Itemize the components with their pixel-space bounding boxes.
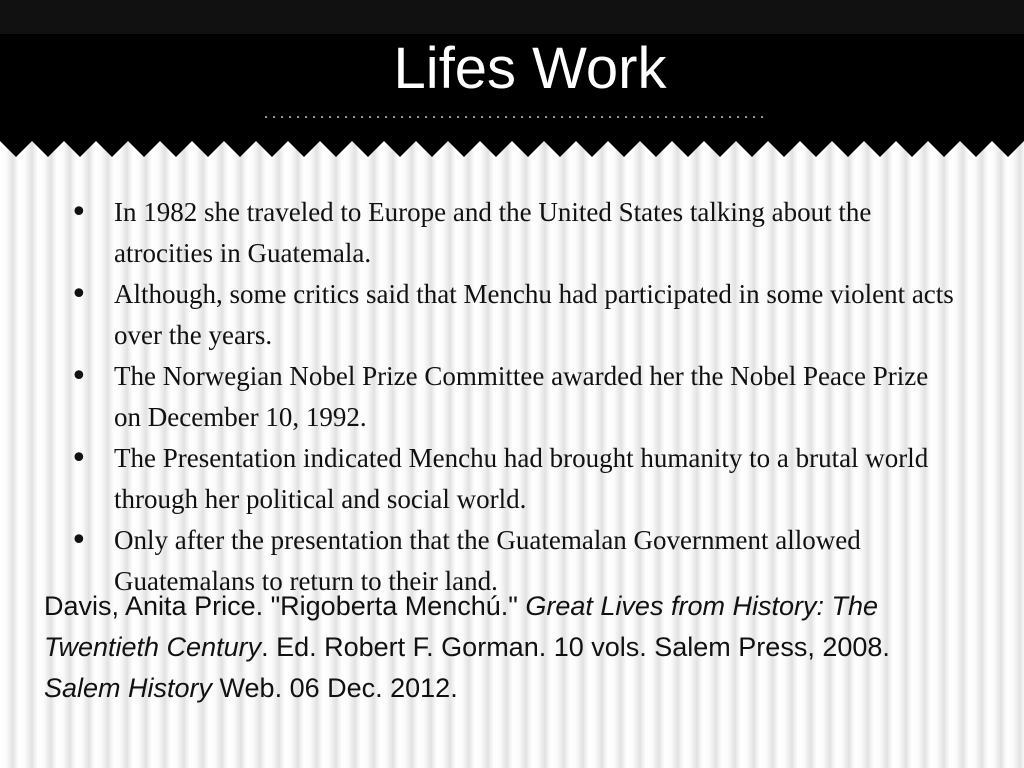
citation [44, 586, 944, 709]
header-top-strip [0, 0, 1024, 34]
bullet-list [70, 192, 960, 602]
bullet-icon: • [70, 359, 88, 394]
bullet-item [70, 438, 960, 520]
bullet-item [70, 274, 960, 356]
bullet-icon: • [70, 195, 88, 230]
bullet-icon: • [70, 441, 88, 476]
bullet-item [70, 192, 960, 274]
title-divider [262, 115, 768, 119]
bullet-text: Although, some critics said that Menchu had participated in some violent acts over the years. [114, 279, 954, 350]
bullet-text: Only after the presentation that the Guatemalan Government allowed Guatemalans to return to their land. [114, 525, 861, 596]
bullet-icon: • [70, 523, 88, 558]
citation-author: Davis, Anita Price. "Rigoberta Menchú." [44, 591, 526, 621]
bullet-icon: • [70, 277, 88, 312]
citation-database: Salem History [44, 673, 213, 703]
bullet-item [70, 356, 960, 438]
header-band [0, 0, 1024, 160]
bullet-text: In 1982 she traveled to Europe and the United States talking about the atrocities in Guatemala. [114, 197, 872, 268]
citation-book-title: Great Lives from History: The Twentieth Century [44, 591, 878, 662]
bullet-text: The Presentation indicated Menchu had brought humanity to a brutal world through her political and social world. [114, 443, 929, 514]
citation-publication: . Ed. Robert F. Gorman. 10 vols. Salem Press, 2008. [261, 632, 890, 662]
bullet-text: The Norwegian Nobel Prize Committee awarded her the Nobel Peace Prize on December 10, 1992. [114, 361, 929, 432]
citation-access-date: Web. 06 Dec. 2012. [212, 673, 458, 703]
slide-title: Lifes Work [393, 36, 667, 101]
